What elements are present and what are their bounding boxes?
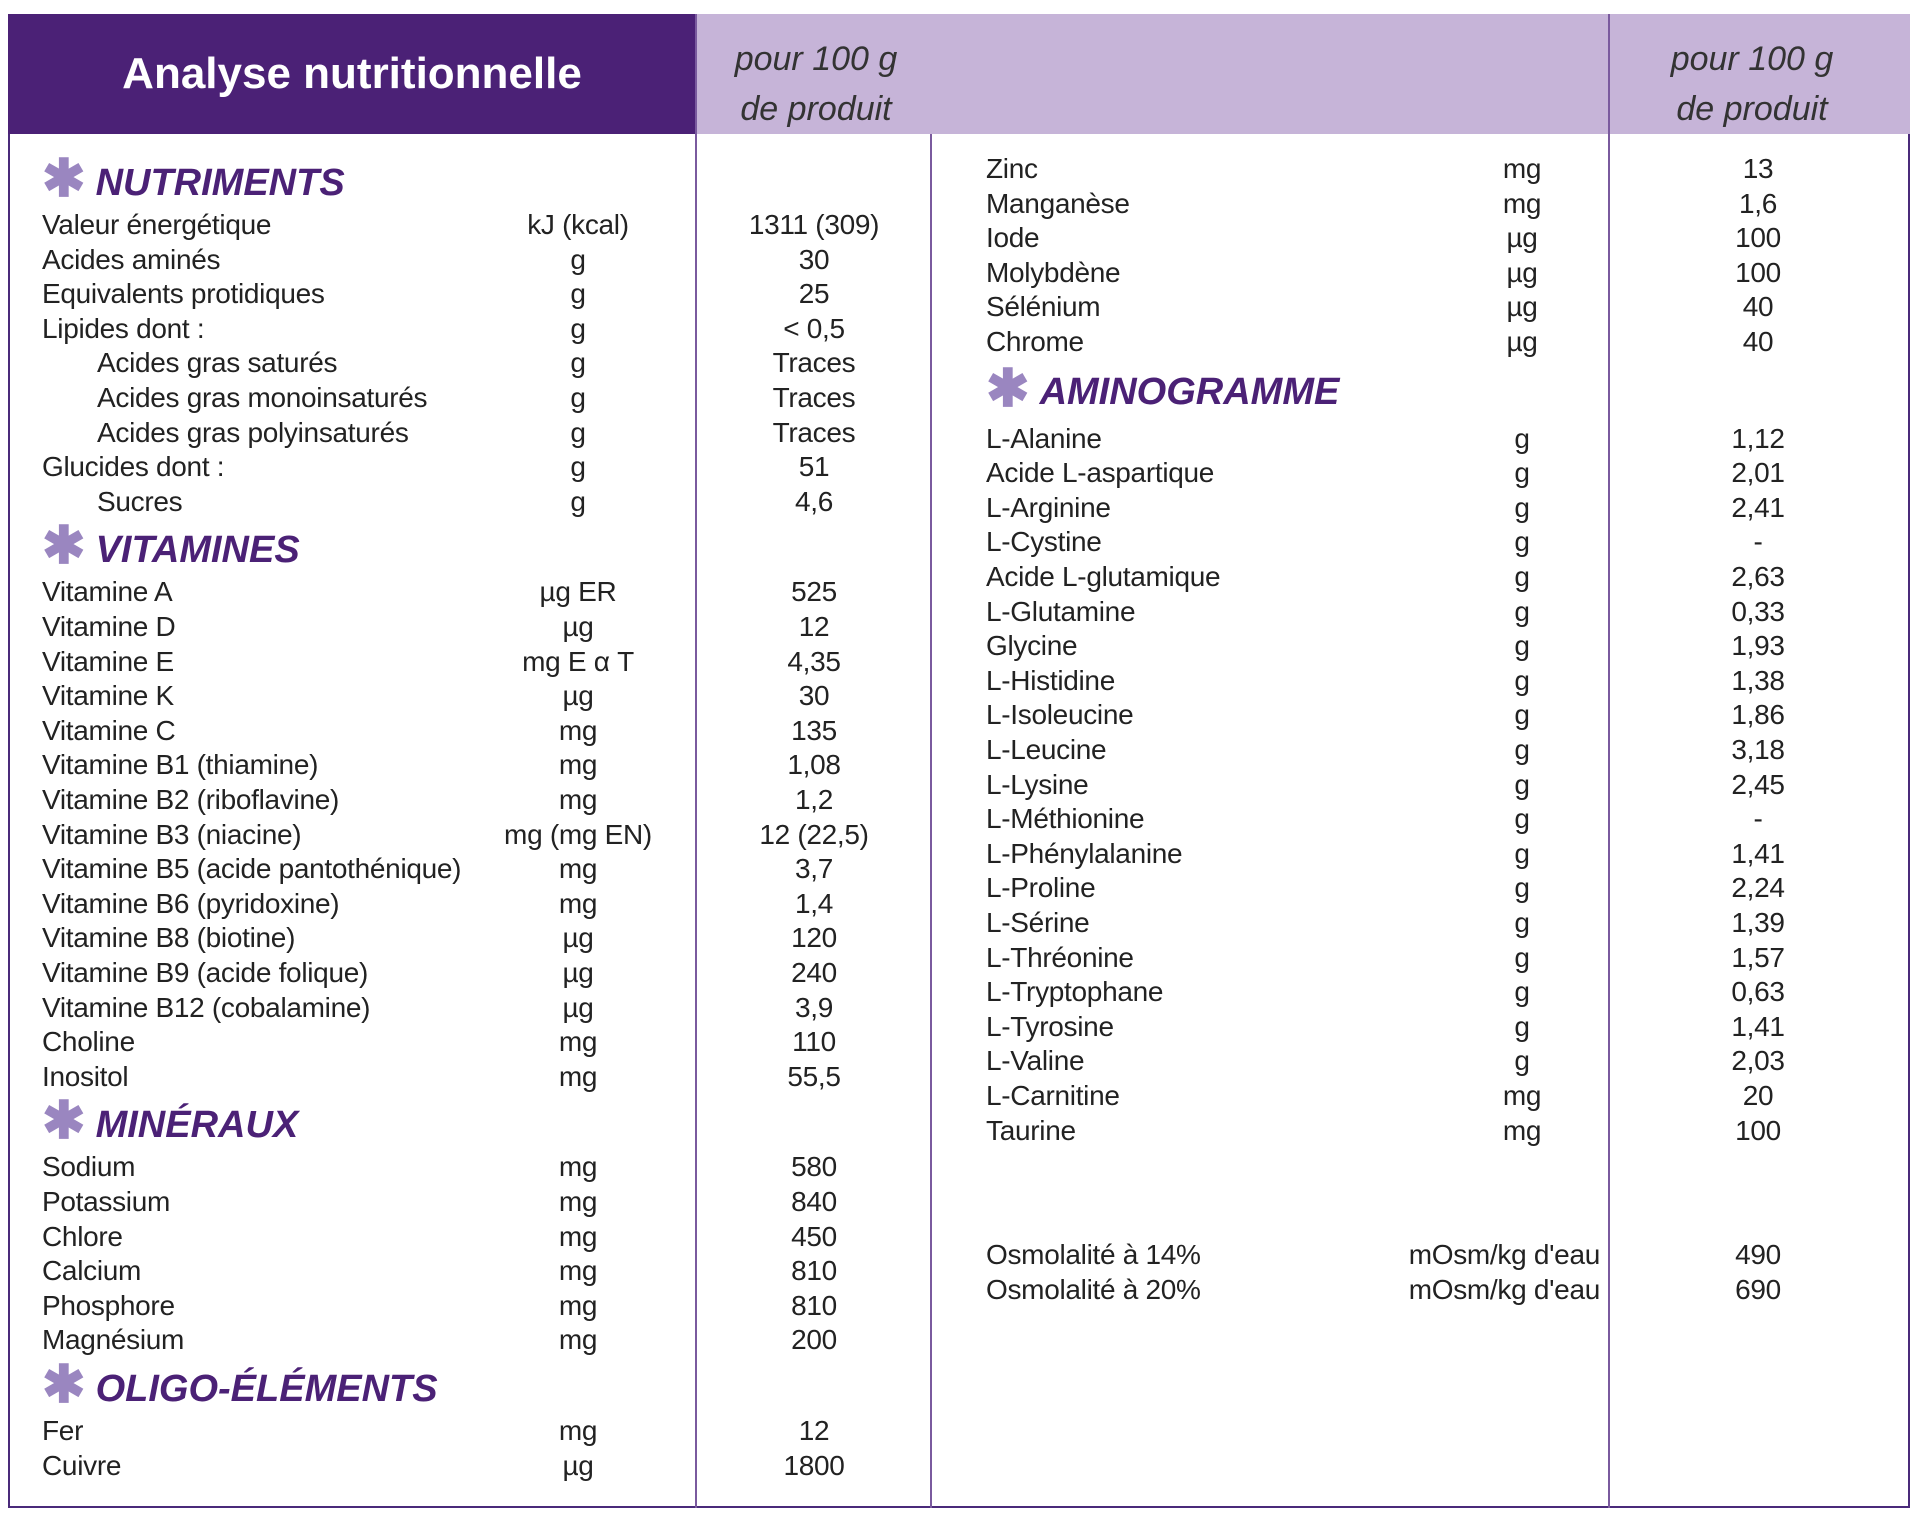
row-unit: mg <box>558 853 598 885</box>
row-value: < 0,5 <box>783 312 845 344</box>
row-label: L-Thréonine <box>986 941 1134 973</box>
row-unit: µg <box>562 611 594 642</box>
row-unit: mg E α T <box>522 645 634 677</box>
row-unit: g <box>1514 422 1530 454</box>
row-unit: g <box>1514 491 1530 523</box>
row-label: Valeur énergétique <box>42 209 272 240</box>
row-label: Vitamine B5 (acide pantothénique) <box>42 853 462 885</box>
row-unit: g <box>1514 872 1530 904</box>
row-unit: mg <box>558 714 598 746</box>
row-label: Acides aminés <box>42 243 221 275</box>
section-title <box>42 150 345 208</box>
row-label: Zinc <box>986 153 1038 184</box>
row-label: L-Proline <box>986 872 1096 904</box>
row-unit: g <box>570 347 586 379</box>
row-value: 1,08 <box>787 749 841 781</box>
unit-line-2: de produit <box>740 90 892 128</box>
page-title: Analyse nutritionnelle <box>122 49 582 98</box>
row-label: L-Sérine <box>986 907 1090 938</box>
row-unit: g <box>1514 803 1530 835</box>
divider-left-value <box>695 14 697 1508</box>
left-unit-header <box>696 34 936 134</box>
row-unit: g <box>1514 734 1530 765</box>
row-label: Lipides dont : <box>42 312 205 344</box>
row-label: L-Tyrosine <box>986 1010 1114 1042</box>
row-label: L-Histidine <box>986 664 1115 696</box>
row-value: 3,18 <box>1731 734 1785 765</box>
row-label: Chlore <box>42 1220 123 1252</box>
row-unit: mg <box>558 784 598 815</box>
row-value: 20 <box>1742 1080 1774 1111</box>
row-unit: g <box>1514 664 1530 696</box>
row-unit: mg (mg EN) <box>504 818 652 850</box>
row-unit: mg <box>558 1289 598 1321</box>
row-unit: µg <box>562 680 594 712</box>
row-unit: µg <box>562 957 594 988</box>
row-value: 2,03 <box>1731 1045 1785 1077</box>
row-unit: mg <box>1502 1080 1542 1111</box>
row-label: L-Carnitine <box>986 1080 1120 1111</box>
row-label: Acides gras polyinsaturés <box>97 416 409 448</box>
row-value: 1,41 <box>1731 1010 1785 1042</box>
row-value: 1311 (309) <box>748 209 880 240</box>
row-unit: g <box>1514 526 1530 558</box>
row-value: 1,2 <box>794 784 834 815</box>
row-label: Acides gras saturés <box>97 347 338 379</box>
row-label: Vitamine K <box>42 680 174 712</box>
row-value: Traces <box>772 347 856 379</box>
row-value: 240 <box>791 957 837 988</box>
row-label: L-Lysine <box>986 768 1089 800</box>
row-label: Vitamine B2 (riboflavine) <box>42 784 340 815</box>
row-value: 1800 <box>783 1449 845 1481</box>
asterisk-icon: ✱ <box>986 359 1030 418</box>
row-value: 690 <box>1735 1273 1781 1305</box>
row-unit: mg <box>1502 187 1542 219</box>
row-label: Glucides dont : <box>42 451 225 483</box>
section-title-text: AMINOGRAMME <box>1039 371 1340 414</box>
row-label: Osmolalité à 20% <box>986 1273 1201 1305</box>
row-value: 2,45 <box>1731 768 1785 800</box>
row-label: Sodium <box>42 1151 136 1183</box>
row-label: Acides gras monoinsaturés <box>97 382 428 413</box>
row-unit: mg <box>558 1220 598 1252</box>
row-value: 2,41 <box>1731 491 1785 523</box>
row-label: Choline <box>42 1026 135 1058</box>
row-label: Iode <box>986 222 1040 254</box>
row-label: Osmolalité à 14% <box>986 1239 1201 1270</box>
row-value: 40 <box>1742 326 1774 357</box>
row-unit: g <box>1514 630 1530 662</box>
row-value: 840 <box>791 1186 837 1217</box>
row-label: Vitamine E <box>42 645 174 677</box>
row-label: Manganèse <box>986 187 1130 219</box>
row-value: 490 <box>1735 1239 1781 1270</box>
row-value: 1,39 <box>1731 907 1785 938</box>
row-value: 0,33 <box>1731 595 1785 627</box>
row-unit: mg <box>558 1026 598 1058</box>
row-label: Sucres <box>97 485 183 517</box>
row-unit: g <box>1514 699 1530 731</box>
row-unit: µg <box>1506 222 1538 254</box>
row-unit: µg <box>1506 291 1538 323</box>
row-value: 1,86 <box>1731 699 1785 731</box>
row-label: Potassium <box>42 1186 171 1217</box>
row-unit: mg <box>558 1151 598 1183</box>
row-unit: g <box>570 312 586 344</box>
unit-line-1: pour 100 g <box>734 40 898 78</box>
row-value: 1,41 <box>1731 837 1785 869</box>
row-label: Vitamine B12 (cobalamine) <box>42 991 371 1023</box>
row-label: Magnésium <box>42 1324 185 1356</box>
row-unit: g <box>1514 941 1530 973</box>
section-title-text: NUTRIMENTS <box>95 161 345 204</box>
row-value: 12 (22,5) <box>759 818 869 850</box>
row-value: 25 <box>798 278 830 310</box>
row-value: 1,12 <box>1731 422 1785 454</box>
row-unit: µg <box>562 991 594 1023</box>
row-value: 1,93 <box>1731 630 1785 662</box>
row-value: 120 <box>791 922 837 954</box>
row-label: L-Alanine <box>986 422 1102 454</box>
row-unit: g <box>1514 837 1530 869</box>
row-value: 1,57 <box>1731 941 1785 973</box>
row-value: 100 <box>1735 222 1781 254</box>
row-unit: mg <box>558 1186 598 1217</box>
row-unit: mg <box>558 1415 598 1446</box>
row-label: Sélénium <box>986 291 1101 323</box>
unit-line-1: pour 100 g <box>1670 40 1834 78</box>
section-title <box>42 517 300 576</box>
row-unit: g <box>570 243 586 275</box>
row-value: 1,4 <box>794 887 834 919</box>
row-value: 3,7 <box>794 853 834 885</box>
row-label: Acide L-aspartique <box>986 457 1215 489</box>
row-unit: mOsm/kg d'eau <box>1408 1273 1600 1305</box>
unit-line-2: de produit <box>1676 90 1828 128</box>
row-unit: g <box>1514 768 1530 800</box>
row-label: L-Isoleucine <box>986 699 1134 731</box>
row-label: L-Cystine <box>986 526 1102 558</box>
section-title-text: MINÉRAUX <box>95 1103 299 1146</box>
row-unit: g <box>1514 561 1530 592</box>
asterisk-icon: ✱ <box>42 517 86 576</box>
row-value: 525 <box>791 576 837 608</box>
asterisk-icon: ✱ <box>42 1356 86 1414</box>
row-unit: g <box>1514 1045 1530 1077</box>
row-unit: g <box>1514 976 1530 1008</box>
row-label: L-Phénylalanine <box>986 837 1183 869</box>
row-value: 0,63 <box>1731 976 1785 1008</box>
row-value: 12 <box>798 611 830 642</box>
row-unit: mOsm/kg d'eau <box>1408 1239 1600 1270</box>
section-title <box>42 1092 299 1151</box>
row-value: Traces <box>772 416 856 448</box>
section-title <box>42 1356 438 1414</box>
row-value: 810 <box>791 1255 837 1287</box>
row-unit: g <box>570 382 586 413</box>
row-value: 450 <box>791 1220 837 1252</box>
row-label: Vitamine C <box>42 714 176 746</box>
row-unit: µg <box>562 922 594 954</box>
row-value: 12 <box>798 1415 830 1446</box>
row-unit: mg <box>1502 153 1542 184</box>
row-label: L-Tryptophane <box>986 976 1164 1008</box>
divider-center <box>930 134 932 1508</box>
row-value: 580 <box>791 1151 837 1183</box>
row-unit: µg ER <box>539 576 617 608</box>
row-unit: g <box>1514 457 1530 489</box>
row-unit: mg <box>558 749 598 781</box>
row-value: 135 <box>791 714 837 746</box>
row-value: 4,35 <box>787 645 841 677</box>
row-label: Vitamine B1 (thiamine) <box>42 749 319 781</box>
row-label: Vitamine B8 (biotine) <box>42 922 296 954</box>
row-label: L-Glutamine <box>986 595 1136 627</box>
row-value: 30 <box>798 680 830 712</box>
row-unit: kJ (kcal) <box>527 209 629 240</box>
row-value: 3,9 <box>794 991 834 1023</box>
row-label: Acide L-glutamique <box>986 561 1221 592</box>
row-unit: g <box>570 278 586 310</box>
row-value: Traces <box>772 382 856 413</box>
row-value: 51 <box>798 451 830 483</box>
row-value: - <box>1753 803 1763 835</box>
row-unit: µg <box>1506 256 1538 288</box>
row-label: Phosphore <box>42 1289 175 1321</box>
row-unit: µg <box>1506 326 1538 357</box>
row-label: L-Valine <box>986 1045 1085 1077</box>
row-unit: µg <box>562 1449 594 1481</box>
row-value: 4,6 <box>794 485 834 517</box>
section-title-text: VITAMINES <box>95 528 300 571</box>
row-unit: g <box>1514 595 1530 627</box>
row-label: Vitamine D <box>42 611 176 642</box>
row-label: Fer <box>42 1415 84 1446</box>
row-value: 810 <box>791 1289 837 1321</box>
row-value: 2,63 <box>1731 561 1785 592</box>
row-value: 55,5 <box>787 1060 841 1092</box>
row-label: Calcium <box>42 1255 142 1287</box>
row-value: 1,38 <box>1731 664 1785 696</box>
row-value: 100 <box>1735 256 1781 288</box>
asterisk-icon: ✱ <box>42 1092 86 1151</box>
row-value: 2,01 <box>1731 457 1785 489</box>
row-label: L-Arginine <box>986 491 1111 523</box>
row-value: 110 <box>792 1026 836 1058</box>
row-label: Vitamine B3 (niacine) <box>42 818 302 850</box>
row-label: L-Méthionine <box>986 803 1145 835</box>
row-value: 100 <box>1735 1114 1781 1146</box>
row-label: Cuivre <box>42 1449 122 1481</box>
row-label: Inositol <box>42 1060 129 1092</box>
row-value: 30 <box>798 243 830 275</box>
section-title <box>986 359 1340 418</box>
row-value: 13 <box>1742 153 1774 184</box>
row-label: L-Leucine <box>986 734 1107 765</box>
section-title-text: OLIGO-ÉLÉMENTS <box>95 1367 438 1410</box>
asterisk-icon: ✱ <box>42 150 86 208</box>
row-value: 2,24 <box>1731 872 1785 904</box>
row-unit: g <box>570 416 586 448</box>
row-unit: mg <box>558 887 598 919</box>
row-unit: mg <box>1502 1114 1542 1146</box>
row-unit: mg <box>558 1324 598 1356</box>
row-unit: g <box>1514 1010 1530 1042</box>
row-label: Equivalents protidiques <box>42 278 325 310</box>
row-unit: g <box>1514 907 1530 938</box>
row-unit: g <box>570 485 586 517</box>
row-label: Molybdène <box>986 256 1121 288</box>
row-value: 40 <box>1742 291 1774 323</box>
row-value: 1,6 <box>1738 187 1778 219</box>
row-unit: mg <box>558 1060 598 1092</box>
row-value: - <box>1753 526 1763 558</box>
row-label: Glycine <box>986 630 1078 662</box>
row-label: Vitamine B9 (acide folique) <box>42 957 369 988</box>
row-label: Vitamine B6 (pyridoxine) <box>42 887 340 919</box>
row-value: 200 <box>791 1324 837 1356</box>
row-unit: mg <box>558 1255 598 1287</box>
row-label: Chrome <box>986 326 1084 357</box>
row-label: Taurine <box>986 1114 1076 1146</box>
row-unit: g <box>570 451 586 483</box>
row-label: Vitamine A <box>42 576 173 608</box>
right-unit-header <box>1632 34 1872 134</box>
